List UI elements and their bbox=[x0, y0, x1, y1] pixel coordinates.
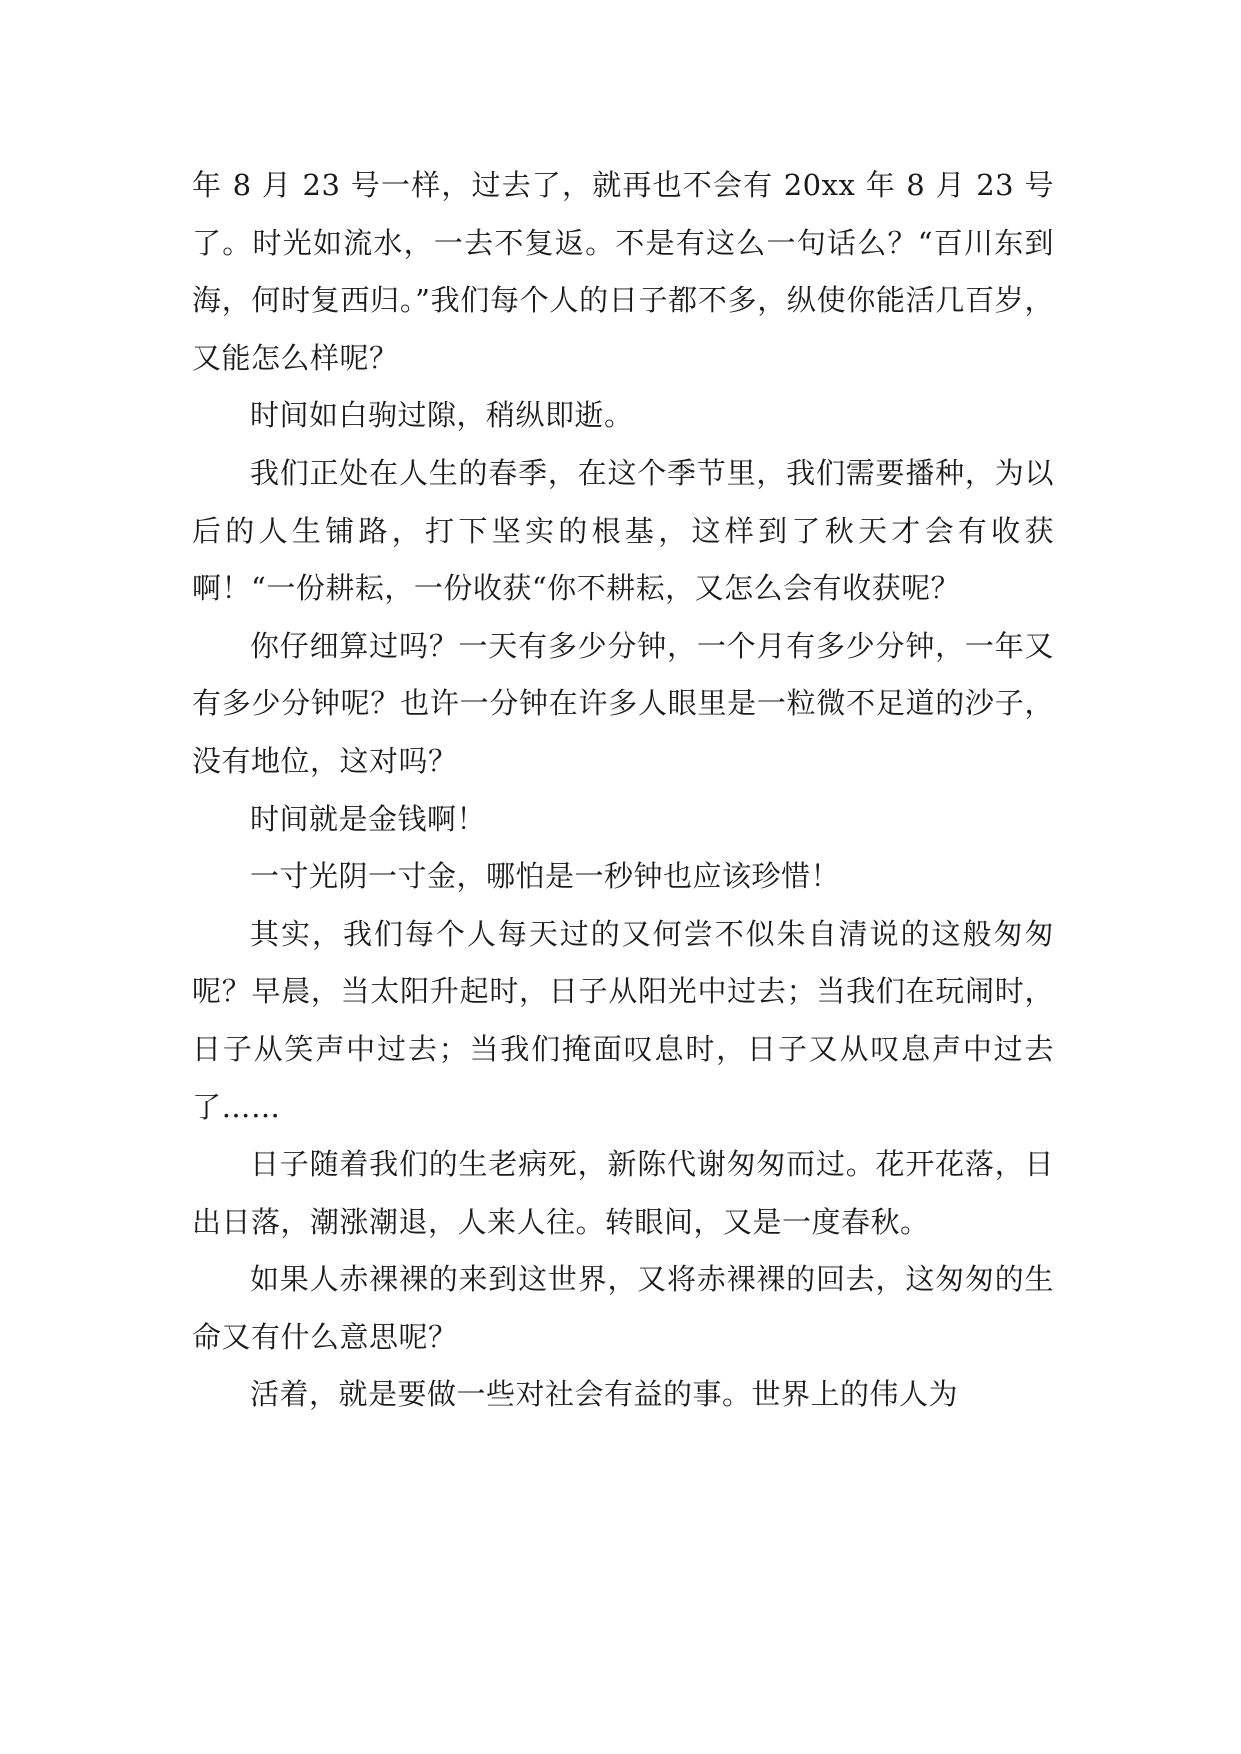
paragraph-6: 一寸光阴一寸金，哪怕是一秒钟也应该珍惜！ bbox=[250, 859, 841, 894]
paragraph-4: 你仔细算过吗？一天有多少分钟，一个月有多少分钟，一年又有多少分钟呢？也许一分钟在许多人眼里是一粒微不足道的沙子，没有地位，这对吗？ bbox=[192, 628, 1054, 778]
paragraph-3: 我们正处在人生的春季，在这个季节里，我们需要播种，为以后的人生铺路，打下坚实的根基，这样到了秋天才会有收获啊！“一份耕耘，一份收获“你不耕耘，又怎么会有收获呢？ bbox=[192, 455, 1054, 606]
paragraph-9: 如果人赤裸裸的来到这世界，又将赤裸裸的回去，这匆匆的生命又有什么意思呢？ bbox=[192, 1262, 1054, 1354]
paragraph-10: 活着，就是要做一些对社会有益的事。世界上的伟人为 bbox=[250, 1377, 959, 1412]
paragraph-8: 日子随着我们的生老病死，新陈代谢匆匆而过。花开花落，日出日落，潮涨潮退，人来人往。转眼间，又是一度春秋。 bbox=[192, 1147, 1054, 1239]
document-body bbox=[192, 157, 1054, 1424]
paragraph-1: 年 8 月 23 号一样，过去了，就再也不会有 20xx 年 8 月 23 号了。时光如流水，一去不复返。不是有这么一句话么？“百川东到海，何时复西归。”我们每个人的日子都不多，纵使你能活几百岁，又能怎么样呢？ bbox=[192, 168, 1054, 375]
paragraph-7: 其实，我们每个人每天过的又何尝不似朱自清说的这般匆匆呢？早晨，当太阳升起时，日子从阳光中过去；当我们在玩闹时，日子从笑声中过去；当我们掩面叹息时，日子又从叹息声中过去了…… bbox=[192, 916, 1054, 1124]
paragraph-5: 时间就是金钱啊！ bbox=[250, 801, 487, 836]
paragraph-2: 时间如白驹过隙，稍纵即逝。 bbox=[250, 398, 634, 433]
